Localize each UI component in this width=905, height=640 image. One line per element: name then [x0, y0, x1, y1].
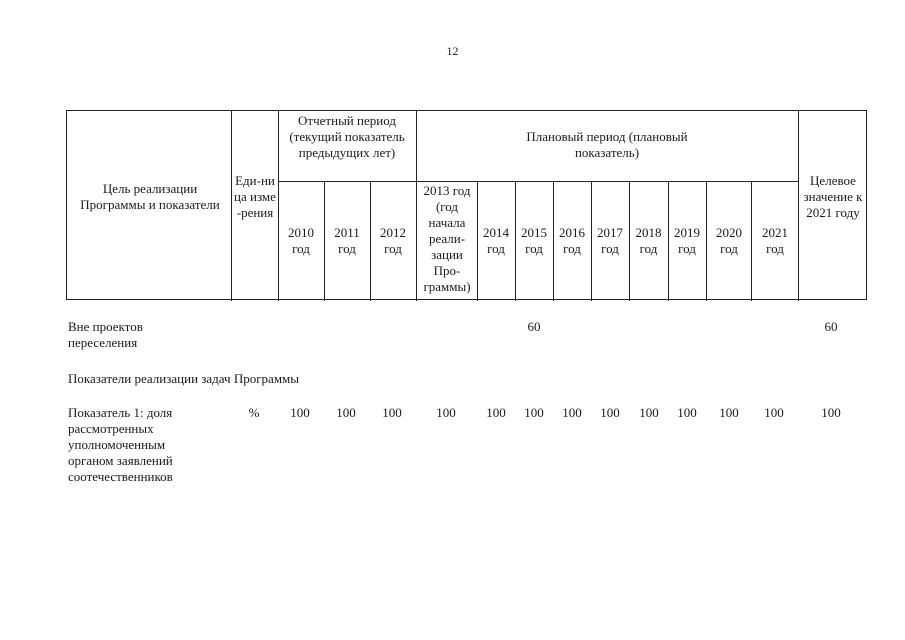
- row-indicator1-2018: 100: [639, 405, 659, 420]
- header-year-2015: 2015 год: [521, 225, 547, 256]
- row-outside-target: 60: [824, 319, 838, 334]
- header-year-2013: 2013 год (год начала реали-зации Про-граммы): [423, 183, 471, 294]
- row-indicator1-unit: %: [248, 405, 260, 420]
- header-year-2014: 2014 год: [483, 225, 509, 256]
- row-indicator1-2021: 100: [764, 405, 784, 420]
- header-year-2017: 2017 год: [597, 225, 623, 256]
- header-planned-period: Плановый период (плановый показатель): [526, 129, 688, 160]
- row-indicator1-2010: 100: [290, 405, 310, 420]
- row-indicator1-2015: 100: [524, 405, 544, 420]
- row-indicator1-2012: 100: [382, 405, 402, 420]
- row-indicator1-2020: 100: [719, 405, 739, 420]
- header-target: Целевое значение к 2021 году: [803, 173, 863, 220]
- header-unit: Еди-ница изме-рения: [234, 173, 276, 220]
- header-reporting-period: Отчетный период (текущий показатель предыдущих лет): [289, 113, 405, 160]
- row-indicator1-2019: 100: [677, 405, 697, 420]
- row-outside-label: Вне проектов переселения: [68, 319, 143, 350]
- header-year-2019: 2019 год: [674, 225, 700, 256]
- row-indicator1-2016: 100: [562, 405, 582, 420]
- row-indicator1-2013: 100: [436, 405, 456, 420]
- header-year-2016: 2016 год: [559, 225, 585, 256]
- header-year-2020: 2020 год: [716, 225, 742, 256]
- row-indicator1-label: Показатель 1: доля рассмотренных уполномоченным органом заявлений соотечественников: [68, 405, 173, 484]
- header-year-2012: 2012 год: [380, 225, 406, 256]
- header-year-2010: 2010 год: [288, 225, 314, 256]
- header-year-2021: 2021 год: [762, 225, 788, 256]
- row-indicator1-2014: 100: [486, 405, 506, 420]
- section-heading: Показатели реализации задач Программы: [68, 371, 300, 386]
- page-number: 12: [446, 44, 459, 58]
- header-goal: Цель реализации Программы и показатели: [80, 181, 220, 212]
- table-header: [66, 110, 867, 300]
- row-indicator1-target: 100: [821, 405, 841, 420]
- header-year-2011: 2011 год: [334, 225, 360, 256]
- row-indicator1-2017: 100: [600, 405, 620, 420]
- header-year-2018: 2018 год: [635, 225, 662, 256]
- row-indicator1-2011: 100: [336, 405, 356, 420]
- row-outside-2015: 60: [527, 319, 541, 334]
